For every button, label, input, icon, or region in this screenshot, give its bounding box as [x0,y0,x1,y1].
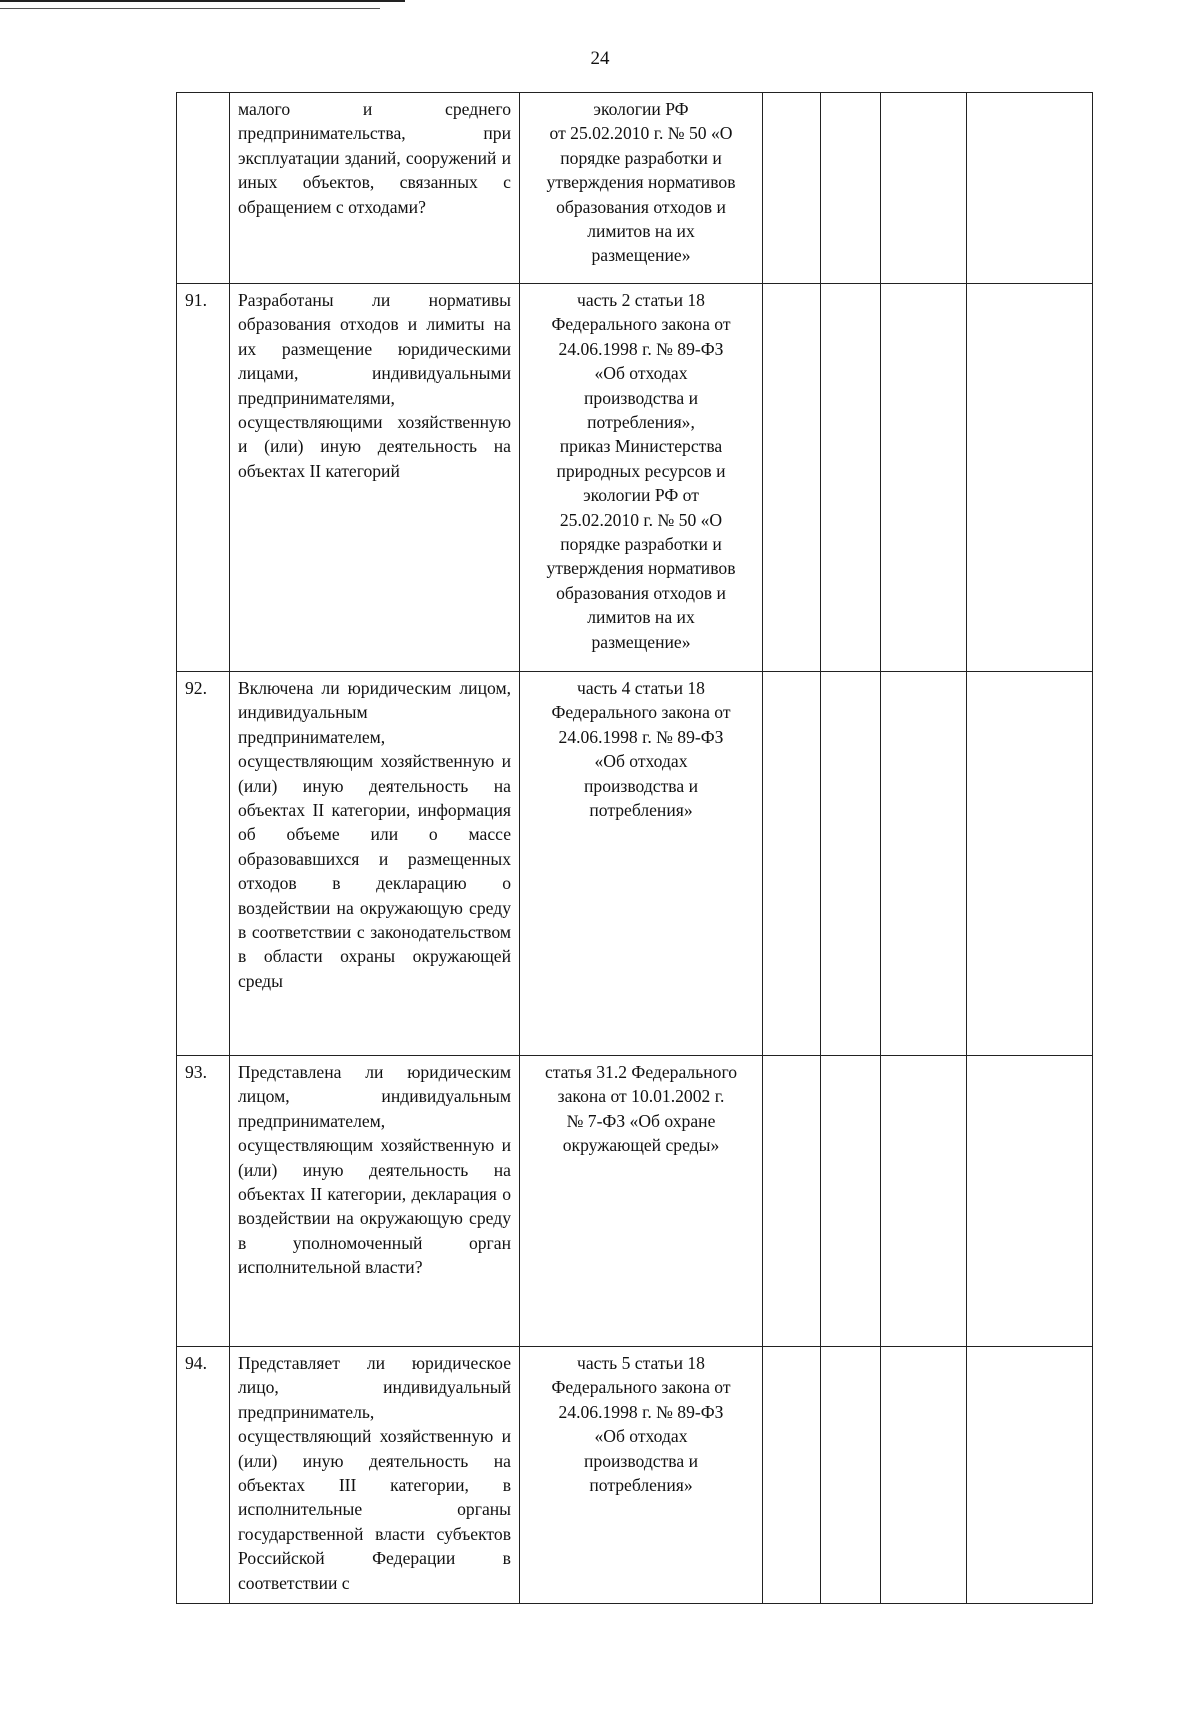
row-reference: часть 5 статьи 18 Федерального закона от 24.06.1998 г. № 89-ФЗ «Об отходах производства и потребления» [520,1347,763,1604]
header-rule-secondary [0,8,380,9]
answer-cell-no [821,672,881,1056]
row-question: Представлена ли юридическим лицом, индивидуальным предпринимателем, осуществляющим хозяйственную и (или) иную деятельность на объектах II категории, декларация о воздействии на окружающую среду в уполномоченный орган исполнительной власти? [230,1056,520,1347]
checklist-table [176,92,1093,1604]
answer-cell-no [821,1347,881,1604]
answer-cell-na [881,672,967,1056]
answer-cell-no [821,284,881,672]
row-number: 93. [177,1056,230,1347]
answer-cell-no [821,93,881,284]
table-row [177,284,1093,672]
notes-cell [967,284,1093,672]
table-row [177,93,1093,284]
row-question: малого и среднего предпринимательства, при эксплуатации зданий, сооружений и иных объектов, связанных с обращением с отходами? [230,93,520,284]
page-number: 24 [590,48,610,69]
row-question: Представляет ли юридическое лицо, индивидуальный предприниматель, осуществляющий хозяйственную и (или) иную деятельность на объектах III категории, в исполнительные органы государственной власти субъектов Российской Федерации в соответствии с [230,1347,520,1604]
table-row [177,1347,1093,1604]
answer-cell-yes [763,93,821,284]
header-rule [0,0,405,2]
answer-cell-no [821,1056,881,1347]
row-reference: экологии РФ от 25.02.2010 г. № 50 «О порядке разработки и утверждения нормативов образования отходов и лимитов на их размещение» [520,93,763,284]
row-question: Включена ли юридическим лицом, индивидуальным предпринимателем, осуществляющим хозяйственную и (или) иную деятельность на объектах II категории, информация об объеме или о массе образовавшихся и размещенных отходов в декларацию о воздействии на окружающую среду в соответствии с законодательством в области охраны окружающей среды [230,672,520,1056]
table-row [177,1056,1093,1347]
table-row [177,672,1093,1056]
answer-cell-yes [763,672,821,1056]
row-number: 94. [177,1347,230,1604]
answer-cell-na [881,284,967,672]
answer-cell-na [881,1056,967,1347]
row-number: 91. [177,284,230,672]
row-number: 92. [177,672,230,1056]
notes-cell [967,1347,1093,1604]
answer-cell-na [881,1347,967,1604]
row-question: Разработаны ли нормативы образования отходов и лимиты на их размещение юридическими лицами, индивидуальными предпринимателями, осуществляющими хозяйственную и (или) иную деятельность на объектах II категорий [230,284,520,672]
answer-cell-yes [763,1347,821,1604]
answer-cell-na [881,93,967,284]
answer-cell-yes [763,284,821,672]
row-reference: часть 4 статьи 18 Федерального закона от 24.06.1998 г. № 89-ФЗ «Об отходах производства и потребления» [520,672,763,1056]
answer-cell-yes [763,1056,821,1347]
row-reference: часть 2 статьи 18 Федерального закона от 24.06.1998 г. № 89-ФЗ «Об отходах производства и потребления», приказ Министерства природных ресурсов и экологии РФ от 25.02.2010 г. № 50 «О порядке разработки и утверждения нормативов образования отходов и лимитов на их размещение» [520,284,763,672]
row-reference: статья 31.2 Федерального закона от 10.01.2002 г. № 7-ФЗ «Об охране окружающей среды» [520,1056,763,1347]
notes-cell [967,1056,1093,1347]
notes-cell [967,93,1093,284]
notes-cell [967,672,1093,1056]
row-number [177,93,230,284]
